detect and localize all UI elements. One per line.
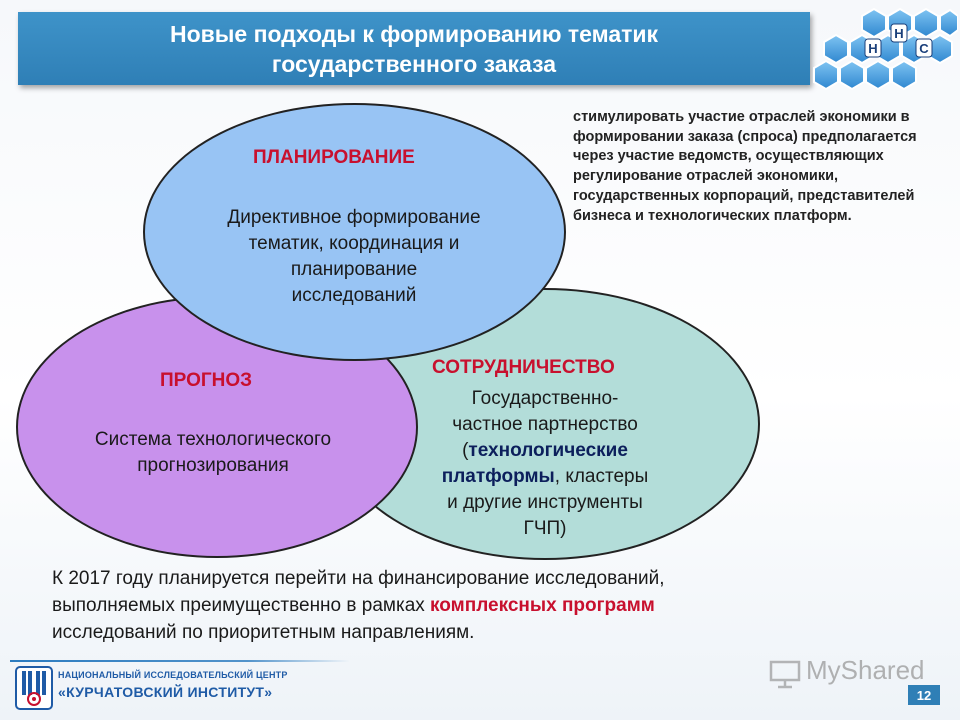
planning-line-3: планирование [290, 259, 418, 280]
logo-letter-3: С [919, 41, 929, 56]
cooperation-line-5: и другие инструменты [447, 492, 643, 513]
hexagon-logo [812, 2, 958, 94]
cooperation-heading: СОТРУДНИЧЕСТВО [432, 357, 615, 378]
presentation-icon [768, 659, 802, 689]
cooperation-tech-platforms-bold: технологические [468, 440, 628, 461]
complex-programs-highlight: комплексных программ [430, 595, 655, 616]
bottom-line-3: исследований по приоритетным направлениям. [52, 622, 475, 643]
cooperation-line-4 [400, 464, 690, 490]
bottom-line-2-start: выполняемых преимущественно в рамках [52, 595, 431, 616]
cooperation-clusters: , кластеры [554, 466, 649, 487]
cooperation-line-3 [400, 438, 690, 464]
forecast-line-1: Система технологического [94, 429, 332, 450]
cooperation-line-1: Государственно- [471, 388, 619, 409]
cooperation-line-6: ГЧП) [523, 518, 567, 539]
bottom-line-2 [52, 592, 852, 619]
myshared-watermark: MyShared [806, 655, 925, 685]
slide-title [18, 12, 810, 85]
logo-letter-1: Н [868, 41, 878, 56]
forecast-description [40, 427, 386, 479]
planning-description [168, 205, 540, 309]
slide-title-line2: государственного заказа [271, 50, 557, 77]
planning-line-4: исследований [291, 285, 417, 306]
bottom-paragraph [52, 565, 852, 646]
cooperation-platforms-bold: платформы [441, 466, 555, 487]
side-note: стимулировать участие отраслей экономики в формировании заказа (спроса) предполагается через участие ведомств, осуществляющих регулирование отраслей экономики, государственных корпораций, представителей бизнеса и технологических платформ. [573, 109, 917, 224]
logo-letter-2: Н [894, 26, 904, 41]
planning-line-1: Директивное формирование [227, 207, 481, 228]
cooperation-line-2: частное партнерство [452, 414, 638, 435]
forecast-line-2: прогнозирования [137, 455, 289, 476]
slide-title-line1: Новые подходы к формированию тематик [169, 20, 659, 47]
cooperation-description [400, 386, 690, 542]
org-name-line2: «КУРЧАТОВСКИЙ ИНСТИТУТ» [58, 684, 273, 700]
planning-line-2: тематик, координация и [248, 233, 460, 254]
cooperation-paren-open: ( [462, 440, 469, 461]
planning-heading: ПЛАНИРОВАНИЕ [253, 147, 415, 168]
forecast-heading: ПРОГНОЗ [160, 370, 253, 391]
bottom-line-1: К 2017 году планируется перейти на финансирование исследований, [52, 568, 665, 589]
org-name-line1: НАЦИОНАЛЬНЫЙ ИССЛЕДОВАТЕЛЬСКИЙ ЦЕНТР [58, 670, 288, 680]
footer-divider [10, 660, 350, 662]
page-number-badge: 12 [908, 685, 940, 705]
kurchatov-logo-icon [14, 665, 54, 711]
